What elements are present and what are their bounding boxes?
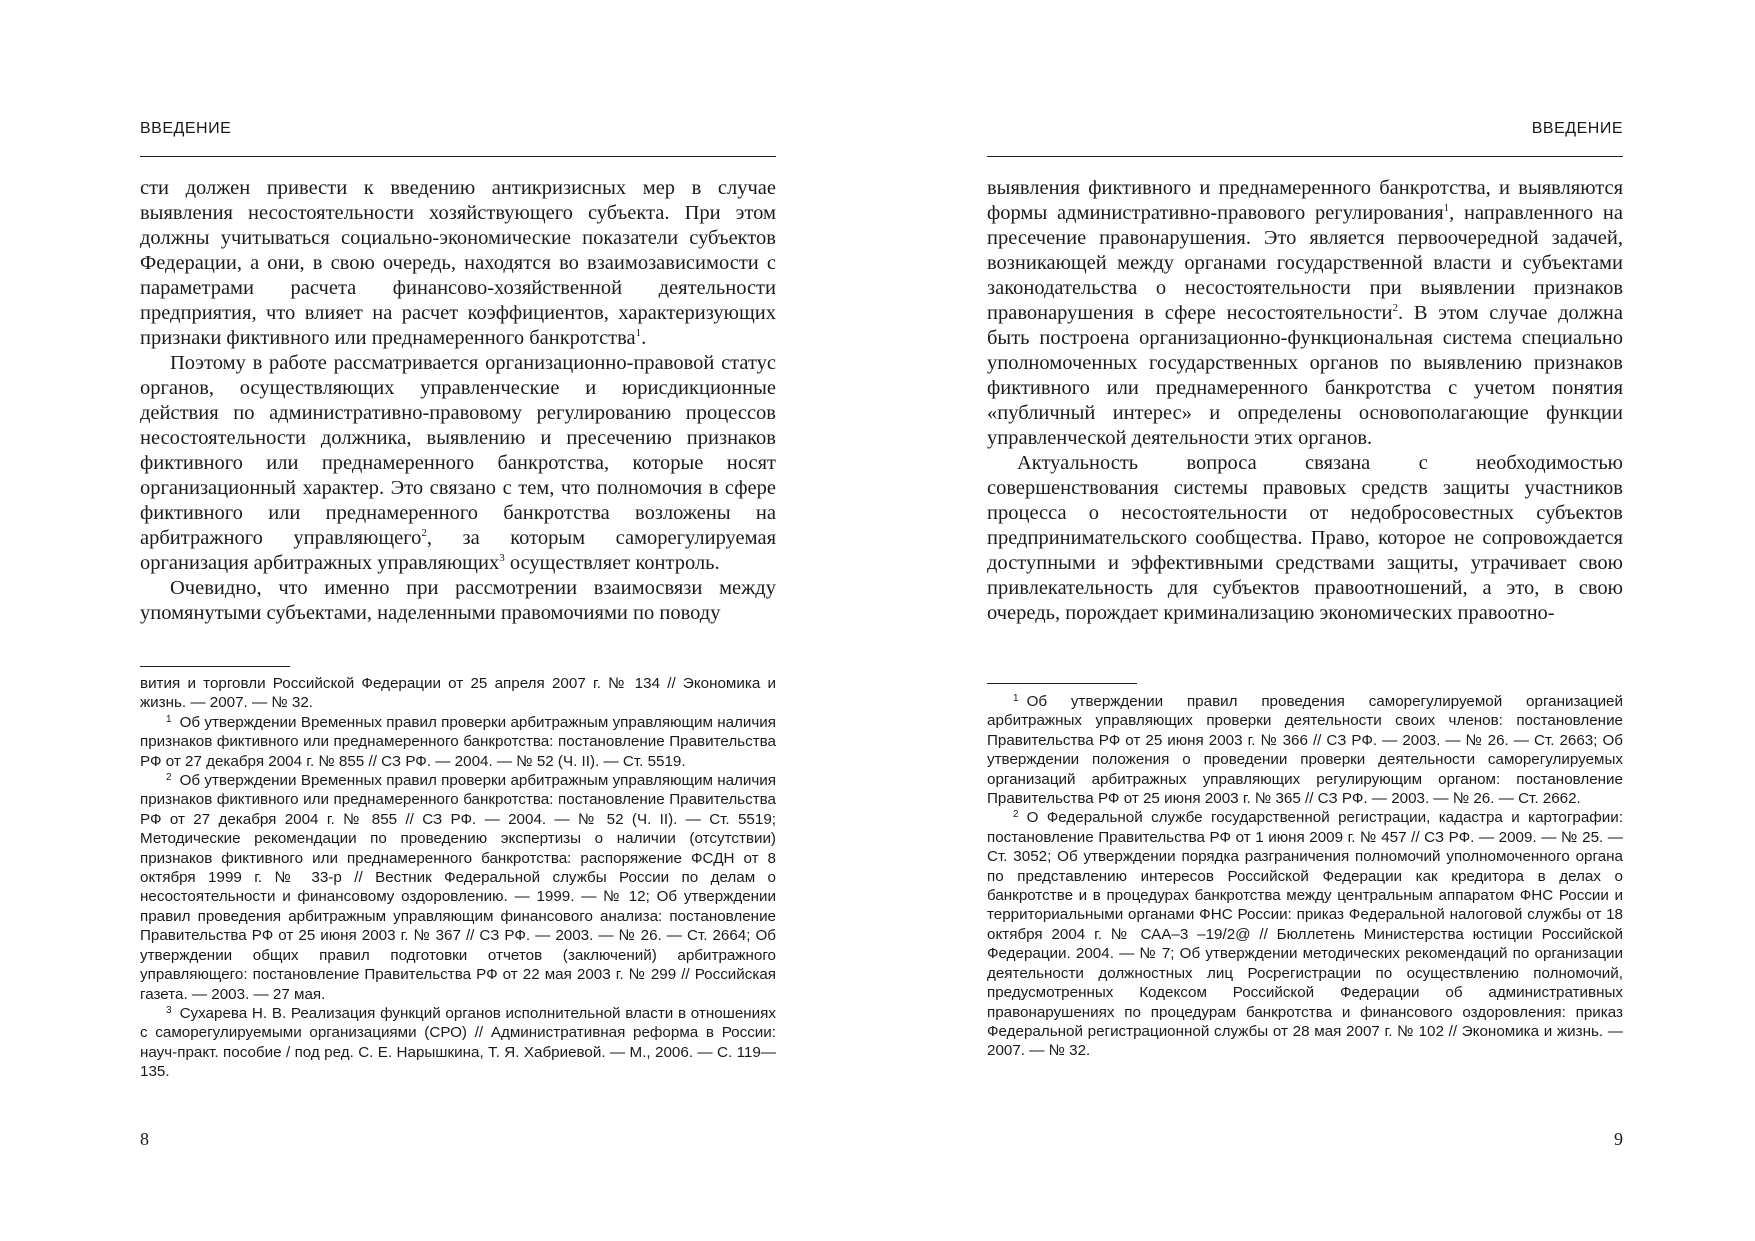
paragraph: Актуальность вопроса связана с необходимостью совершенствования системы правовых средств защиты участников процесса о несостоятельности от недобросовестных субъектов предпринимательского сообщества. Право, которое не сопровождается доступными и эффективными средствами защиты, утрачивает свою привлекательность для субъектов правоотношений, а это, в свою очередь, порождает криминализацию экономических правоотно- bbox=[987, 452, 1623, 624]
paragraph: выявления фиктивного и преднамеренного банкротства, и выявляются формы административно-правового регулирования$^1$, направленного на пресечение правонарушения. Это является первоочередной задачей, возникающей между органами государственной власти и субъектами законодательства о несостоятельности при выявлении признаков правонарушения в сфере несостоятельности$^2$. В этом случае должна быть построена организационно-функциональная система специально уполномоченных государственных органов по выявлению признаков фиктивного или преднамеренного банкротства с учетом понятия «публичный интерес» и определены основополагающие функции управленческой деятельности этих органов. bbox=[987, 177, 1623, 449]
footnotes bbox=[140, 674, 776, 1082]
footnotes bbox=[987, 692, 1623, 1061]
page-number: 8 bbox=[140, 1129, 149, 1149]
footnote-ref: 3 bbox=[499, 552, 505, 564]
footnote-ref: 1 bbox=[635, 327, 642, 339]
footnote-number: 1 bbox=[1013, 693, 1019, 704]
right-page bbox=[877, 0, 1755, 1241]
footnote: вития и торговли Российской Федерации от 25 апреля 2007 г. № 134 // Экономика и жизнь. — 2007. — № 32. bbox=[140, 675, 776, 712]
left-page bbox=[0, 0, 877, 1241]
running-head: ВВЕДЕНИЕ bbox=[140, 120, 232, 137]
footnote-number: 3 bbox=[166, 1004, 172, 1016]
running-head: ВВЕДЕНИЕ bbox=[1531, 120, 1623, 137]
main-text bbox=[987, 176, 1623, 626]
page-number: 9 bbox=[1614, 1129, 1623, 1149]
header-rule bbox=[987, 156, 1623, 157]
footnote-number: 2 bbox=[1013, 809, 1019, 821]
footnote: $^1$ Об утверждении правил проведения саморегулируемой организацией арбитражных управляющих проверки деятельности своих членов: постановление Правительства РФ от 25 июня 2003 г. № 366 // СЗ РФ. — 2003. — № 26. — Ст. 2663; Об утверждении положения о проведении проверки деятельности саморегулируемых организаций арбитражных управляющих регулирующим органом: постановление Правительства РФ от 25 июня 2003 г. № 365 // СЗ РФ. — 2003. — № 26. — Ст. 2662. bbox=[987, 693, 1623, 808]
footnote-ref: 2 bbox=[421, 527, 427, 539]
footnote-ref: 2 bbox=[1392, 302, 1399, 314]
footnote: $^3$ Сухарева Н. В. Реализация функций органов исполнительной власти в отношениях с саморегулируемыми организациями (СРО) // Административная реформа в России: науч-практ. пособие / под ред. С. Е. Нарышкина, Т. Я. Хабриевой. — М., 2006. — С. 119—135. bbox=[140, 1004, 776, 1081]
paragraph: сти должен привести к введению антикризисных мер в случае выявления несостоятельности хозяйствующего субъекта. При этом должны учитываться социально-экономические показатели субъектов Федерации, а они, в свою очередь, находятся во взаимозависимости с параметрами расчета финансово-хозяйственной деятельности предприятия, что влияет на расчет коэффициентов, характеризующих признаки фиктивного или преднамеренного банкротства$^1$. bbox=[140, 177, 776, 349]
main-text bbox=[140, 176, 776, 626]
footnote: $^2$ О Федеральной службе государственной регистрации, кадастра и картографии: постановление Правительства РФ от 1 июня 2009 г. № 457 // СЗ РФ. — 2009. — № 25. — Ст. 3052; Об утверждении порядка разграничения полномочий уполномоченного органа по представлению интересов Российской Федерации как кредитора в делах о банкротстве и в процедурах банкротства между центральным аппаратом ФНС России и территориальными органами ФНС России: приказ Федеральной налоговой службы от 18 октября 2004 г. № САА–3 –19/2@ // Бюллетень Министерства юстиции Российской Федерации. 2004. — № 7; Об утверждении методических рекомендаций по организации деятельности должностных лиц Росрегистрации по осуществлению полномочий, предусмотренных Кодексом Российской Федерации об административных правонарушениях по процедурам банкротства и финансового оздоровления: приказ Федеральной регистрационной службы от 28 мая 2007 г. № 102 // Экономика и жизнь. — 2007. — № 32. bbox=[987, 809, 1623, 1060]
footnote-number: 1 bbox=[166, 713, 172, 725]
footnote-ref: 1 bbox=[1443, 202, 1450, 214]
paragraph: Очевидно, что именно при рассмотрении взаимосвязи между упомянутыми субъектами, наделенными правомочиями по поводу bbox=[140, 577, 776, 624]
footnote: $^2$ Об утверждении Временных правил проверки арбитражным управляющим наличия признаков фиктивного или преднамеренного банкротства: постановление Правительства РФ от 27 декабря 2004 г. № 855 // СЗ РФ. — 2004. — № 52 (Ч. II). — Ст. 5519; Методические рекомендации по проведению экспертизы о наличии (отсутствии) признаков фиктивного или преднамеренного банкротства: распоряжение ФСДН от 8 октября 1999 г. № 33-р // Вестник Федеральной службы России по делам о несостоятельности и финансовому оздоровлению. — 1999. — № 12; Об утверждении правил проведения арбитражным управляющим финансового анализа: постановление Правительства РФ от 25 июня 2003 г. № 367 // СЗ РФ. — 2003. — № 26. — Ст. 2664; Об утверждении общих правил подготовки отчетов (заключений) арбитражного управляющего: постановление Правительства РФ от 22 мая 2003 г. № 299 // Российская газета. — 2003. — 27 мая. bbox=[140, 772, 776, 1003]
paragraph: Поэтому в работе рассматривается организационно-правовой статус органов, осуществляющих управленческие и юрисдикционные действия по административно-правовому регулированию процессов несостоятельности должника, выявлению и пресечению признаков фиктивного или преднамеренного банкротства, которые носят организационный характер. Это связано с тем, что полномочия в сфере фиктивного или преднамеренного банкротства возложены на арбитражного управляющего$^2$, за которым саморегулируемая организация арбитражных управляющих$^3$ осуществляет контроль. bbox=[140, 352, 776, 574]
footnote-rule bbox=[140, 666, 290, 667]
header-rule bbox=[140, 156, 776, 157]
footnote-rule bbox=[987, 683, 1137, 684]
footnote: $^1$ Об утверждении Временных правил проверки арбитражным управляющим наличия признаков фиктивного или преднамеренного банкротства: постановление Правительства РФ от 27 декабря 2004 г. № 855 // СЗ РФ. — 2004. — № 52 (Ч. II). — Ст. 5519. bbox=[140, 713, 776, 770]
footnote-number: 2 bbox=[166, 772, 172, 784]
